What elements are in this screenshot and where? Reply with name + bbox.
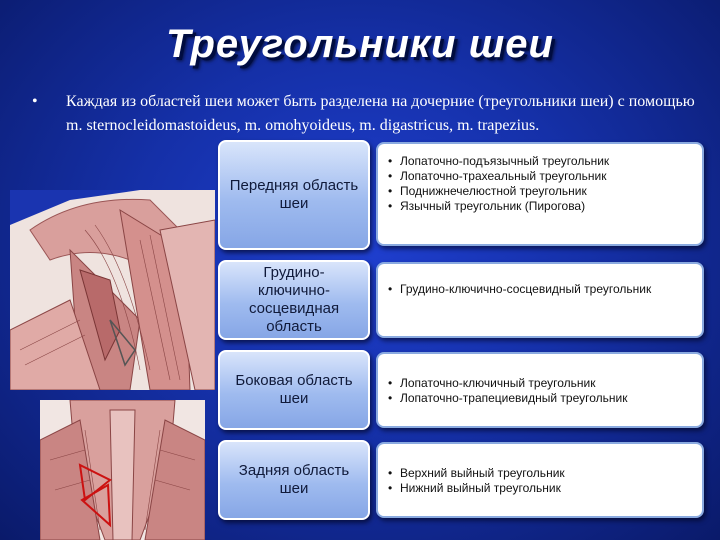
region-triangles-posterior [376, 442, 704, 518]
triangle-item: • Грудино-ключично-сосцевидный треугольник [388, 282, 694, 297]
region-row-sternocleidomastoid [218, 260, 708, 342]
region-label-sternocleidomastoid: Грудино-ключично-сосцевидная область [218, 260, 370, 340]
triangle-item: • Лопаточно-трапециевидный треугольник [388, 391, 694, 406]
bullet-marker: • [32, 93, 38, 110]
neck-regions-diagram [218, 140, 708, 538]
region-row-lateral [218, 350, 708, 432]
bullet-paragraph [32, 90, 702, 138]
region-label-anterior: Передняя область шеи [218, 140, 370, 250]
region-triangles-sternocleidomastoid [376, 262, 704, 338]
triangle-item: • Лопаточно-подъязычный треугольник [388, 154, 694, 169]
neck-anatomy-anterior-illustration [40, 400, 205, 540]
region-row-anterior [218, 140, 708, 252]
bullet-text: Каждая из областей шеи может быть разделена на дочерние (треугольники шеи) с помощью m. sternocleidomastoideus, m. omohyoideus, m. digastricus, m. trapezius. [66, 93, 695, 134]
slide-title: Треугольники шеи [166, 22, 554, 66]
triangle-item: • Лопаточно-трахеальный треугольник [388, 169, 694, 184]
neck-anatomy-lateral-illustration [10, 190, 215, 390]
triangle-item: • Язычный треугольник (Пирогова) [388, 199, 694, 214]
triangle-item: • Нижний выйный треугольник [388, 481, 694, 496]
region-row-posterior [218, 440, 708, 522]
region-label-lateral: Боковая область шеи [218, 350, 370, 430]
triangle-item: • Лопаточно-ключичный треугольник [388, 376, 694, 391]
region-label-posterior: Задняя область шеи [218, 440, 370, 520]
triangle-item: • Поднижнечелюстной треугольник [388, 184, 694, 199]
region-triangles-anterior [376, 142, 704, 246]
region-triangles-lateral [376, 352, 704, 428]
triangle-item: • Верхний выйный треугольник [388, 466, 694, 481]
